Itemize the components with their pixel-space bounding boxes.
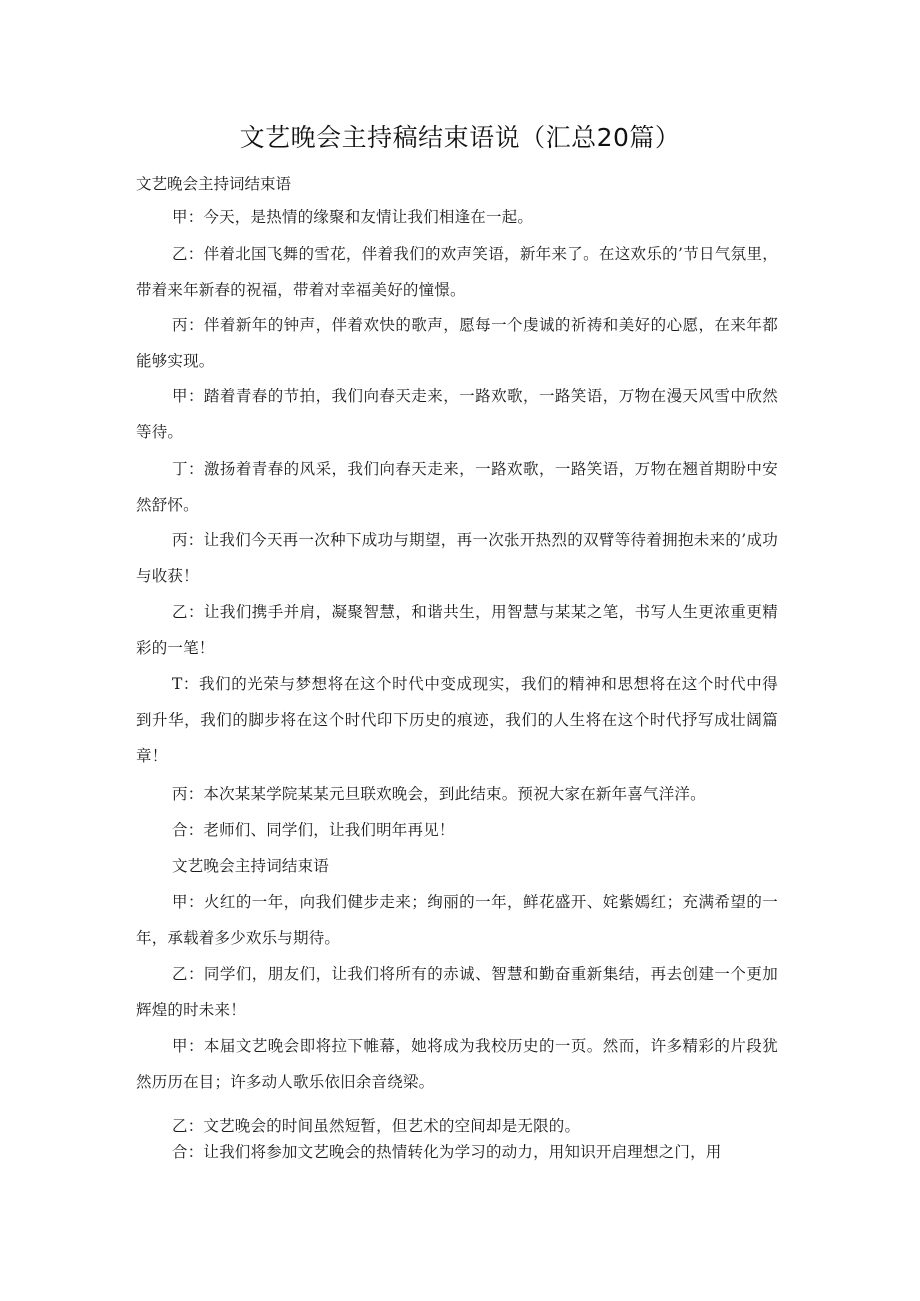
paragraph: 丙：伴着新年的钟声，伴着欢快的歌声，愿每一个虔诚的祈祷和美好的心愿，在来年都能够实现。 bbox=[136, 316, 778, 370]
paragraph: 乙：文艺晚会的时间虽然短暂，但艺术的空间却是无限的。 bbox=[172, 1117, 581, 1135]
paragraph: 丙：让我们今天再一次种下成功与期望，再一次张开热烈的双臂等待着拥抱未来的’成功与收获！ bbox=[136, 531, 778, 585]
paragraph: 丁：激扬着青春的风采，我们向春天走来，一路欢歌，一路笑语，万物在翘首期盼中安然舒怀。 bbox=[136, 460, 778, 514]
paragraph: 丙：本次某某学院某某元旦联欢晚会，到此结束。预祝大家在新年喜气洋洋。 bbox=[172, 785, 706, 803]
paragraph: 合：让我们将参加文艺晚会的热情转化为学习的动力，用知识开启理想之门，用 bbox=[172, 1143, 722, 1161]
paragraph: 乙：同学们，朋友们，让我们将所有的赤诚、智慧和勤奋重新集结，再去创建一个更加辉煌的时未来！ bbox=[136, 965, 778, 1019]
paragraph: 甲：踏着青春的节拍，我们向春天走来，一路欢歌，一路笑语，万物在漫天风雪中欣然等待。 bbox=[136, 387, 778, 441]
paragraph: 乙：伴着北国飞舞的雪花，伴着我们的欢声笑语，新年来了。在这欢乐的’节日气氛里，带着来年新春的祝福，带着对幸福美好的憧憬。 bbox=[136, 245, 778, 299]
paragraph: T：我们的光荣与梦想将在这个时代中变成现实，我们的精神和思想将在这个时代中得到升华，我们的脚步将在这个时代印下历史的痕迹，我们的人生将在这个时代抒写成壮阔篇章！ bbox=[136, 675, 778, 765]
document-title: 文艺晚会主持稿结束语说（汇总20篇） bbox=[239, 123, 681, 152]
paragraph: 甲：今天，是热情的缘聚和友情让我们相逢在一起。 bbox=[172, 208, 534, 226]
paragraph: 甲：火红的一年，向我们健步走来；绚丽的一年，鲜花盛开、姹紫嫣红；充满希望的一年，承载着多少欢乐与期待。 bbox=[136, 893, 778, 947]
section-heading: 文艺晚会主持词结束语 bbox=[136, 175, 292, 193]
paragraph: 合：老师们、同学们，让我们明年再见！ bbox=[172, 821, 455, 839]
paragraph: 甲：本届文艺晚会即将拉下帷幕，她将成为我校历史的一页。然而，许多精彩的片段犹然历历在目；许多动人歌乐依旧余音绕梁。 bbox=[136, 1037, 778, 1091]
paragraph: 乙：让我们携手并肩，凝聚智慧，和谐共生，用智慧与某某之笔，书写人生更浓重更精彩的一笔！ bbox=[136, 603, 778, 657]
section-heading: 文艺晚会主持词结束语 bbox=[172, 857, 330, 875]
